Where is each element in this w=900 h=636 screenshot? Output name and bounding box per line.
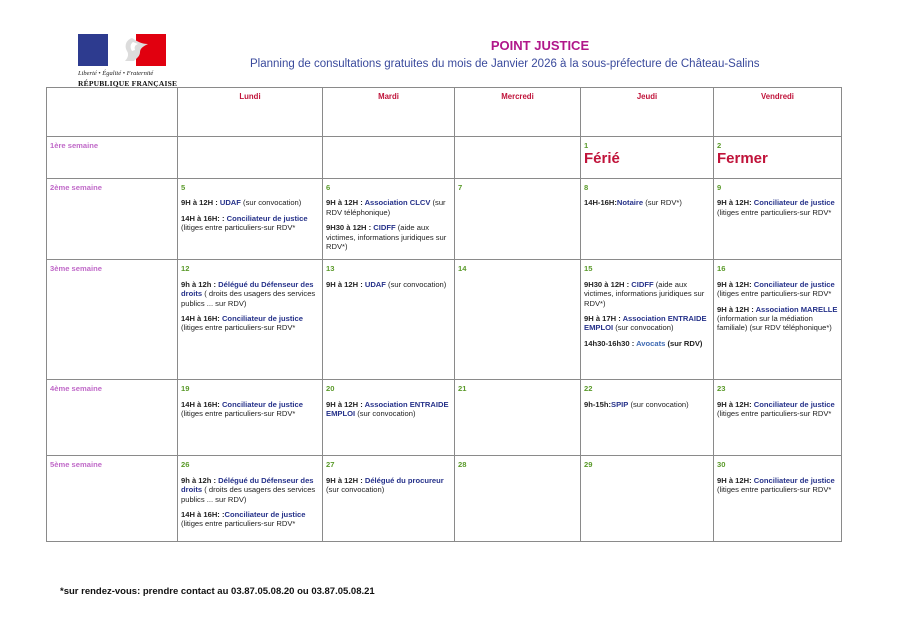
consultation-detail: (sur RDV*): [643, 198, 682, 208]
consultation-organisation: Conciliateur de justice: [226, 213, 308, 223]
day-number: 1: [584, 141, 589, 150]
day-number: 20: [326, 384, 335, 394]
day-status: Férié: [584, 150, 620, 168]
consultation-detail: (litiges entre particuliers-sur RDV*: [717, 409, 832, 419]
day-cell: [323, 456, 455, 542]
day-cell: [323, 260, 455, 380]
logo-name: RÉPUBLIQUE FRANÇAISE: [78, 79, 178, 88]
consultation-organisation: Avocats: [636, 338, 666, 348]
consultation-organisation: Délégué du Défenseur des droits: [181, 475, 314, 495]
consultation-time: 9H à 17H :: [584, 314, 623, 324]
consultation-entry: [181, 198, 319, 207]
day-cell: [714, 260, 842, 380]
day-number: 16: [717, 264, 726, 274]
day-cell: [581, 137, 714, 179]
consultation-organisation: SPIP: [611, 399, 629, 409]
consultation-entry: [717, 198, 838, 217]
logo-motto: Liberté • Égalité • Fraternité: [78, 70, 154, 77]
day-cell: [178, 380, 323, 456]
day-number: 2: [717, 141, 722, 150]
day-header: Mercredi: [455, 88, 581, 137]
consultation-entry: [326, 198, 451, 217]
week-row: [47, 456, 842, 542]
consultation-organisation: Association MARELLE: [755, 304, 838, 314]
day-cell: [323, 380, 455, 456]
consultation-entry: [181, 280, 319, 308]
consultation-entry: [717, 305, 838, 333]
day-cell: [581, 260, 714, 380]
consultation-entry: [584, 400, 710, 409]
consultation-entry: [326, 400, 451, 419]
consultation-organisation: CIDFF: [373, 223, 396, 233]
day-number: 14: [458, 264, 467, 274]
consultation-time: 9H à 12H :: [326, 279, 365, 289]
consultation-time: 14H à 16H: :: [181, 213, 227, 223]
day-number: 15: [584, 264, 593, 274]
consultation-entry: [181, 214, 319, 233]
consultation-time: 14h30-16h30 :: [584, 338, 637, 348]
consultation-detail: ( droits des usagers des services publics ... sur RDV): [181, 289, 316, 308]
week-label: 1ère semaine: [47, 137, 178, 179]
day-cell: [714, 137, 842, 179]
page-title: POINT JUSTICE: [490, 38, 590, 53]
day-cell: [455, 179, 581, 260]
consultation-detail: (sur convocation): [355, 409, 416, 419]
day-cell: [581, 456, 714, 542]
consultation-entry: [717, 476, 838, 495]
footer-note: *sur rendez-vous: prendre contact au 03.87.05.08.20 ou 03.87.05.08.21: [60, 586, 375, 597]
consultation-entry: [181, 510, 319, 529]
consultation-organisation: Conciliateur de justice: [753, 198, 835, 208]
page-subtitle: Planning de consultations gratuites du mois de Janvier 2026 à la sous-préfecture de Château-Salins: [250, 58, 760, 70]
consultation-time: 9h à 12h :: [181, 279, 219, 289]
consultation-entry: [181, 400, 319, 419]
consultation-time: 9H à 12H:: [717, 279, 754, 289]
day-status: Fermer: [717, 150, 768, 168]
day-number: 7: [458, 183, 463, 192]
day-header: Vendredi: [714, 88, 842, 137]
consultation-time: 9H à 12H:: [717, 198, 754, 208]
day-number: 28: [458, 460, 467, 470]
day-number: 19: [181, 384, 190, 394]
consultation-organisation: Conciliateur de justice: [221, 399, 303, 409]
day-cell: [178, 179, 323, 260]
consultation-time: 9H à 12H :: [326, 399, 365, 409]
day-number: 21: [458, 384, 467, 394]
day-cell: [178, 137, 323, 179]
consultation-time: 9H30 à 12H :: [584, 279, 632, 289]
week-row: [47, 260, 842, 380]
consultation-entry: [326, 223, 451, 251]
day-cell: [178, 260, 323, 380]
consultation-time: 9H à 12H :: [181, 198, 220, 208]
consultation-time: 9h à 12h :: [181, 475, 219, 485]
day-cell: [455, 380, 581, 456]
day-number: 8: [584, 183, 589, 192]
consultation-detail: (aide aux victimes, informations juridiques sur RDV*): [326, 223, 447, 252]
consultation-detail: (litiges entre particuliers-sur RDV*: [181, 519, 296, 529]
consultation-time: 9H30 à 12H :: [326, 223, 374, 233]
consultation-organisation: Conciliateur de justice: [753, 475, 835, 485]
consultation-time: 14H-16H:: [584, 198, 617, 208]
day-cell: [323, 179, 455, 260]
day-cell: [178, 456, 323, 542]
consultation-organisation: Conciliateur de justice: [221, 314, 303, 324]
consultation-detail: ( droits des usagers des services publics ... sur RDV): [181, 485, 316, 504]
consultation-organisation: CIDFF: [631, 279, 654, 289]
consultation-entry: [717, 280, 838, 299]
consultation-organisation: Conciliateur de justice: [753, 279, 835, 289]
consultation-detail: (litiges entre particuliers-sur RDV*: [181, 323, 296, 333]
consultation-detail: (sur convocation): [385, 279, 447, 289]
consultation-organisation: Notaire: [616, 198, 644, 208]
consultation-detail: (aide aux victimes, informations juridiques sur RDV*): [584, 279, 705, 308]
consultation-time: 9H à 12H:: [717, 399, 754, 409]
day-cell: [581, 179, 714, 260]
consultation-detail: (sur convocation): [613, 323, 674, 333]
day-cell: [323, 137, 455, 179]
week-label: 2ème semaine: [47, 179, 178, 260]
consultation-entry: [181, 476, 319, 504]
consultation-entry: [584, 314, 710, 333]
consultation-detail: (sur convocation): [240, 198, 302, 208]
days-header-row: [47, 88, 842, 137]
day-number: 29: [584, 460, 593, 470]
consultation-time: 9H à 12H :: [326, 198, 365, 208]
day-cell: [455, 137, 581, 179]
consultation-organisation: Association CLCV: [364, 198, 431, 208]
consultation-organisation: Conciliateur de justice: [753, 399, 835, 409]
day-number: 27: [326, 460, 335, 470]
consultation-detail: (information sur la médiation familiale) (sur RDV téléphonique*): [717, 314, 832, 333]
consultation-time: 9H à 12H:: [717, 475, 754, 485]
day-number: 26: [181, 460, 190, 470]
day-number: 23: [717, 384, 726, 394]
week-label: 5ème semaine: [47, 456, 178, 542]
consultation-time: 9H à 12H :: [717, 304, 756, 314]
day-cell: [581, 380, 714, 456]
consultation-time: 14H à 16H:: [181, 399, 222, 409]
day-cell: [455, 456, 581, 542]
consultation-entry: [584, 339, 710, 348]
consultation-organisation: Conciliateur de justice: [224, 510, 306, 520]
week-row: [47, 380, 842, 456]
week-row: [47, 179, 842, 260]
day-cell: [714, 456, 842, 542]
consultation-detail: (litiges entre particuliers-sur RDV*: [181, 223, 296, 233]
day-header: Jeudi: [581, 88, 714, 137]
consultation-time: 14H à 16H:: [181, 314, 222, 324]
consultation-organisation: UDAF: [364, 279, 386, 289]
consultation-organisation: Délégué du procureur: [364, 475, 444, 485]
day-number: 22: [584, 384, 593, 394]
day-cell: [455, 260, 581, 380]
consultation-entry: [584, 280, 710, 308]
consultation-detail: (sur convocation): [628, 399, 689, 409]
week-label: 3ème semaine: [47, 260, 178, 380]
consultation-detail: (sur RDV téléphonique): [326, 198, 446, 217]
consultation-time: 14H à 16H: :: [181, 510, 225, 520]
day-cell: [714, 380, 842, 456]
week-label: 4ème semaine: [47, 380, 178, 456]
consultation-entry: [717, 400, 838, 419]
consultation-organisation: Association ENTRAIDE EMPLOI: [326, 399, 449, 419]
consultation-detail: (sur RDV): [665, 338, 703, 348]
consultation-time: 9h-15h:: [584, 399, 612, 409]
day-cell: [714, 179, 842, 260]
consultation-detail: (litiges entre particuliers-sur RDV*: [717, 485, 832, 495]
day-number: 5: [181, 183, 186, 192]
day-number: 12: [181, 264, 190, 274]
consultation-entry: [181, 314, 319, 333]
consultation-detail: (litiges entre particuliers-sur RDV*: [181, 409, 296, 419]
day-header: Lundi: [178, 88, 323, 137]
consultation-organisation: UDAF: [219, 198, 241, 208]
consultation-organisation: Association ENTRAIDE EMPLOI: [584, 314, 707, 333]
consultation-detail: (litiges entre particuliers-sur RDV*: [717, 289, 832, 299]
consultation-detail: (sur convocation): [326, 485, 385, 495]
weeks-body: [47, 137, 842, 542]
day-number: 13: [326, 264, 335, 274]
consultation-entry: [326, 280, 451, 289]
week-row: [47, 137, 842, 179]
consultation-organisation: Délégué du Défenseur des droits: [181, 279, 314, 299]
corner-cell: [47, 88, 178, 137]
consultation-time: 9H à 12H :: [326, 475, 365, 485]
day-header: Mardi: [323, 88, 455, 137]
planning-table: [46, 87, 842, 542]
consultation-entry: [326, 476, 451, 495]
consultation-entry: [584, 198, 710, 207]
day-number: 30: [717, 460, 726, 470]
day-number: 6: [326, 183, 331, 192]
consultation-detail: (litiges entre particuliers-sur RDV*: [717, 207, 832, 217]
day-number: 9: [717, 183, 722, 192]
